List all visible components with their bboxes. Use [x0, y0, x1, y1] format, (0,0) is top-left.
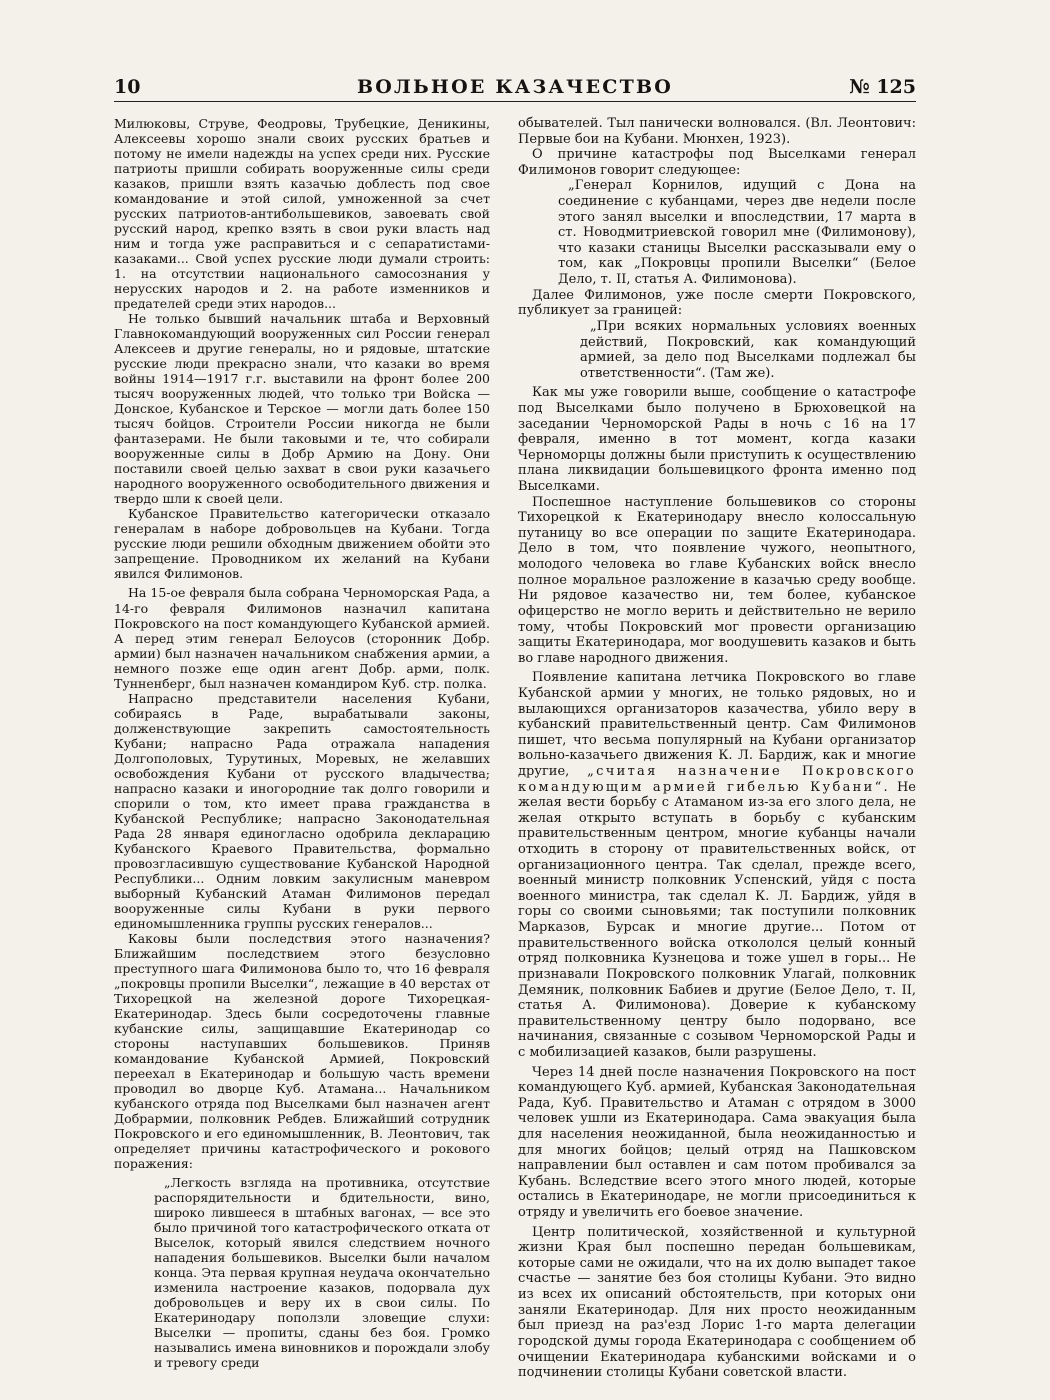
paragraph	[518, 670, 916, 1060]
paragraph: обывателей. Тыл панически волновался. (Вл. Леонтович: Первые бои на Кубани. Мюнхен, 1923).	[518, 116, 916, 147]
issue-number: № 125	[849, 76, 916, 98]
paragraph: Милюковы, Струве, Феодровы, Трубецкие, Деникины, Алексеевы хорошо знали своих русских братьев и потому не имели надежды на успех среди них. Русские патриоты пришли собирать вооруженные силы среди казаков, пришли взять казачью доблесть под свое командование и этой силой, умноженной за счет русских патриотов-антибольшевиков, завоевать свой русский народ, крепко взять в свои руки власть над ним и тогда уже расправиться и с сепаратистами-казаками... Свой успех русские люди думали строить: 1. на отсутствии национального самосознания у нерусских народов и 2. на работе изменников и предателей среди этих народов...	[114, 116, 490, 312]
paragraph: Как мы уже говорили выше, сообщение о катастрофе под Выселками было получено в Брюховецкой на заседании Черноморской Рады в ночь с 16 на 17 февраля, именно в тот момент, когда казаки Черноморцы должны были приступить к осуществлению плана ликвидации большевицкого фронта именно под Выселками.	[518, 385, 916, 495]
block-quote: „Легкость взгляда на противника, отсутствие распорядительности и бдительности, вино, широко лившееся в штабных вагонах, — все это было причиной того катастрофического отката от Выселок, который явился следствием ночного нападения большевиков. Выселки были началом конца. Эта первая крупная неудача окончательно изменила настроение казаков, подорвала дух добровольцев и веру их в свои силы. По Екатеринодару поползли зловещие слухи: Выселки — пропиты, сданы без боя. Громко назывались имена виновников и порождали злобу и тревогу среди	[154, 1175, 490, 1371]
page-header	[114, 76, 916, 102]
paragraph: Напрасно представители населения Кубани, собираясь в Раде, вырабатывали законы, долженствующие закрепить самостоятельность Кубани; напрасно Рада отражала нападения Долгополовых, Турутиных, Моревых, не желавших освобождения Кубани от русского владычества; напрасно казаки и иногородние так долго говорили и спорили о том, кто имеет права гражданства в Кубанской Республике; напрасно Законодательная Рада 28 января единогласно одобрила декларацию Кубанского Краевого Правительства, формально провозгласившую существование Кубанской Народной Республики... Одним ловким закулисным маневром выборный Кубанский Атаман Филимонов передал вооруженные силы Кубани в руки первого единомышленника группы русских генералов...	[114, 690, 490, 931]
paragraph: Через 14 дней после назначения Покровского на пост командующего Куб. армией, Кубанская Законодательная Рада, Куб. Правительство и Атаман с отрядом в 3000 человек ушли из Екатеринодара. Сама эвакуация была для населения неожиданной, была неожиданностью и для многих бойцов; целый отряд на Пашковском направлении был оставлен и сам потом пробивался за Кубань. Вследствие всего этого много людей, которые остались в Екатеринодаре, не могли присоединиться к отряду и увеличить его боевое значение.	[518, 1064, 916, 1221]
spaced-quote: „считая назначение Покровского командующим армией гибелью Кубани“.	[518, 763, 916, 795]
paragraph: Далее Филимонов, уже после смерти Покровского, публикует за границей:	[518, 287, 916, 319]
paragraph-text: Не желая вести борьбу с Атаманом из-за его злого дела, не желая открыто вступать в борьбу с кубанским правительственным центром, многие кубанцы начали отходить в сторону от правительственных войск, от организационного центра. Так сделал, прежде всего, военный министр полковник Успенский, уйдя с поста военного министра, так сделал К. Л. Бардиж, уйдя в горы со своими сыновьями; так поступили полковник Марказов, Бурсак и многие другие... Потом от правительственного войска откололся целый конный отряд полковника Кузнецова и тоже ушел в горы... Не признавали Покровского полковник Улагай, полковник Демяник, полковник Бабиев и другие (Белое Дело, т. II, статья А. Филимонова). Доверие к кубанскому правительственному центру было подорвано, все начинания, связанные с созывом Черноморской Рады и с мобилизацией казаков, были разрушены.	[518, 779, 916, 1060]
block-quote: „При всяких нормальных условиях военных действий, Покровский, как командующий армией, за дело под Выселками подлежал бы ответственности“. (Там же).	[580, 318, 916, 381]
paragraph: На 15-ое февраля была собрана Черноморская Рада, а 14-го февраля Филимонов назначил капитана Покровского на пост командующего Кубанской армией. А перед этим генерал Белоусов (сторонник Добр. армии) был назначен начальником снабжения армии, а немного позже еще один агент Добр. арми, полк. Тунненберг, был назначен командиром Куб. стр. полка.	[114, 585, 490, 691]
paragraph: Кубанское Правительство категорически отказало генералам в наборе добровольцев на Кубани. Тогда русские люди решили обходным движением обойти это запрещение. Проводником их желаний на Кубани явился Филимонов.	[114, 506, 490, 582]
paragraph: Каковы были последствия этого назначения? Ближайшим последствием этого безусловно преступного шага Филимонова было то, что 16 февраля „покровцы пропили Выселки“, лежащие в 40 верстах от Тихорецкой на железной дороге Тихорецкая-Екатеринодар. Здесь были сосредоточены главные кубанские силы, защищавшие Екатеринодар со стороны наступавших большевиков. Приняв командование Кубанской Армией, Покровский переехал в Екатеринодар и большую часть времени проводил во дворце Куб. Атамана... Начальником кубанского отряда под Выселками был назначен агент Добрармии, полковник Ребдев. Ближайший сотрудник Покровского и его единомышленник, В. Леонтович, так определяет причины катастрофического и рокового поражения:	[114, 930, 490, 1172]
header-rule	[114, 101, 916, 102]
paragraph: Не только бывший начальник штаба и Верховный Главнокомандующий вооруженных сил России генерал Алексеев и другие генералы, но и рядовые, штатские русские люди прекрасно знали, что казаки во время войны 1914—1917 г.г. выставили на фронт более 200 тысяч вооруженных людей, что только три Войска — Донское, Кубанское и Терское — могли дать более 150 тысяч бойцов. Строители России никогда не были фантазерами. Не были таковыми и те, что собирали вооруженные силы в Добр Армию на Дону. Они поставили своей целью захват в свои руки казачьего народного вооруженного освободительного движения и твердо шли к своей цели.	[114, 311, 490, 507]
paragraph: Поспешное наступление большевиков со стороны Тихорецкой к Екатеринодару внесло колоссальную путаницу во все операции по защите Екатеринодара. Дело в том, что появление чужого, неопытного, молодого человека во главе Кубанских войск внесло полное моральное разложение в казачью среду вообще. Ни рядовое казачество ни, тем более, кубанское офицерство не могло верить и действительно не верило тому, чтобы Покровский мог провести организацию защиты Екатеринодара, мог воодушевить казаков и быть во главе народного движения.	[518, 494, 916, 666]
publication-title: ВОЛЬНОЕ КАЗАЧЕСТВО	[357, 76, 673, 98]
paragraph: Центр политической, хозяйственной и культурной жизни Края был поспешно передан большевикам, которые сами не ожидали, что на их долю выпадет такое счастье — занятие без боя столицы Кубани. Это видно из всех их описаний обстоятельств, при которых они заняли Екатеринодар. Для них просто неожиданным был приезд на раз'езд Лорис 1-го марта делегации городской думы города Екатеринодара с сообщением об очищении Екатеринодара кубанскими войсками и о подчинении столицы Кубани советской власти.	[518, 1224, 916, 1381]
block-quote: „Генерал Корнилов, идущий с Дона на соединение с кубанцами, через две недели после этого занял выселки и впоследствии, 17 марта в ст. Новодмитриевской говорил мне (Филимонову), что казаки станицы Выселки рассказывали ему о том, как „Покровцы пропили Выселки“ (Белое Дело, т. II, статья А. Филимонова).	[558, 178, 916, 288]
left-column	[114, 116, 490, 1384]
paragraph-text: Появление капитана летчика Покровского во главе Кубанской армии у многих, не только рядовых, но и вылающихся организаторов казачества, убило веру в кубанский правительственный центр. Сам Филимонов пишет, что весьма популярный на Кубани организатор вольно-казачьего движения К. Л. Бардиж, как и многие другие,	[518, 670, 916, 779]
right-column	[518, 116, 916, 1384]
paragraph: О причине катастрофы под Выселками генерал Филимонов говорит следующее:	[518, 147, 916, 178]
page-number: 10	[114, 76, 141, 98]
